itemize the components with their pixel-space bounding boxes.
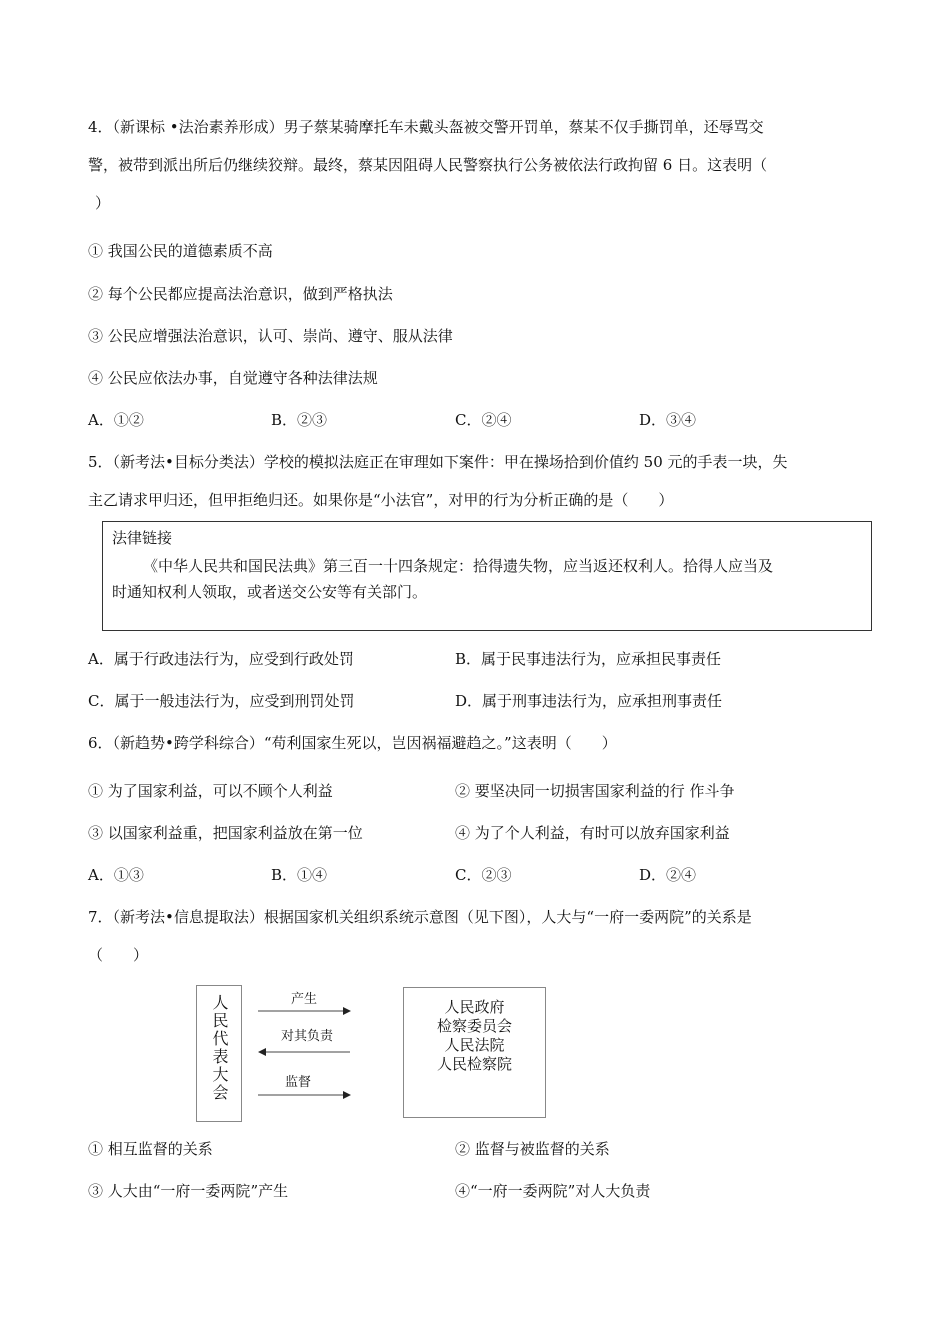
q6-option-c[interactable]: C．②③ [455,866,512,884]
q5-option-c[interactable]: C．属于一般违法行为，应受到刑罚处罚 [88,692,355,710]
q4-option-d[interactable]: D．③④ [639,411,697,429]
law-link-text-line2: 时通知权利人领取，或者送交公安等有关部门。 [112,583,428,601]
law-link-text-line1: 《中华人民共和国民法典》第三百一十四条规定：拾得遗失物，应当返还权利人。拾得人应当及 [143,557,774,575]
q5-option-a[interactable]: A．属于行政违法行为，应受到行政处罚 [88,650,354,668]
q4-stem-line3: ） [95,194,111,212]
q7-item-4: ④“一府一委两院”对人大负责 [455,1182,651,1200]
diagram-label-supervise: 监督 [285,1075,312,1090]
q4-option-c[interactable]: C．②④ [455,411,512,429]
q6-option-a[interactable]: A．①③ [88,866,144,884]
q5-stem-line2: 主乙请求甲归还，但甲拒绝归还。如果你是“小法官”，对甲的行为分析正确的是（ ） [88,491,674,509]
q5-stem-line1: 5．（新考法•目标分类法）学校的模拟法庭正在审理如下案件：甲在操场拾到价值约 50 元的手表一块，失 [88,453,788,471]
q4-item-2: ② 每个公民都应提高法治意识，做到严格执法 [88,285,393,303]
law-link-title: 法律链接 [112,529,173,547]
q4-stem-line2: 警，被带到派出所后仍继续狡辩。最终，蔡某因阻碍人民警察执行公务被依法行政拘留 6 日。这表明（ [88,156,768,174]
diagram-organ-procuratorate: 人民检察院 [436,1055,512,1073]
q6-item-1: ① 为了国家利益，可以不顾个人利益 [88,782,333,800]
q4-stem-line1: 4．（新课标 •法治素养形成）男子蔡某骑摩托车未戴头盔被交警开罚单，蔡某不仅手撕罚单，还辱骂交 [88,118,764,136]
q7-item-2: ② 监督与被监督的关系 [455,1140,610,1158]
q6-item-2: ② 要坚决同一切损害国家利益的行 作斗争 [455,782,735,800]
law-link-box [102,521,872,631]
diagram-label-responsible: 对其负责 [281,1029,334,1044]
diagram-organ-court: 人民法院 [444,1036,505,1054]
q4-item-4: ④ 公民应依法办事，自觉遵守各种法律法规 [88,369,378,387]
diagram-label-produce: 产生 [291,992,318,1007]
q6-item-4: ④ 为了个人利益，有时可以放弃国家利益 [455,824,730,842]
diagram-npc-label: 人民代表大会 [210,994,229,1102]
q6-stem-line1: 6．（新趋势•跨学科综合）“苟利国家生死以，岂因祸福避趋之。”这表明（ ） [88,734,617,752]
q7-item-3: ③ 人大由“一府一委两院”产生 [88,1182,289,1200]
diagram-npc-box [196,985,242,1122]
q6-option-b[interactable]: B．①④ [271,866,328,884]
q5-option-b[interactable]: B．属于民事违法行为，应承担民事责任 [455,650,722,668]
q7-item-1: ① 相互监督的关系 [88,1140,213,1158]
q7-stem-line2: （ ） [88,946,149,964]
q5-option-d[interactable]: D．属于刑事违法行为，应承担刑事责任 [455,692,723,710]
q4-option-b[interactable]: B．②③ [271,411,328,429]
q4-item-3: ③ 公民应增强法治意识，认可、崇尚、遵守、服从法律 [88,327,453,345]
diagram-organ-government: 人民政府 [444,998,505,1016]
q4-item-1: ① 我国公民的道德素质不高 [88,242,273,260]
diagram-organ-supervision: 检察委员会 [436,1017,512,1035]
q6-item-3: ③ 以国家利益重，把国家利益放在第一位 [88,824,363,842]
diagram-organs-box [403,987,546,1118]
q4-option-a[interactable]: A．①② [88,411,144,429]
q6-option-d[interactable]: D．②④ [639,866,697,884]
q7-stem-line1: 7．（新考法•信息提取法）根据国家机关组织系统示意图（见下图），人大与“一府一委两院”的关系是 [88,908,752,926]
